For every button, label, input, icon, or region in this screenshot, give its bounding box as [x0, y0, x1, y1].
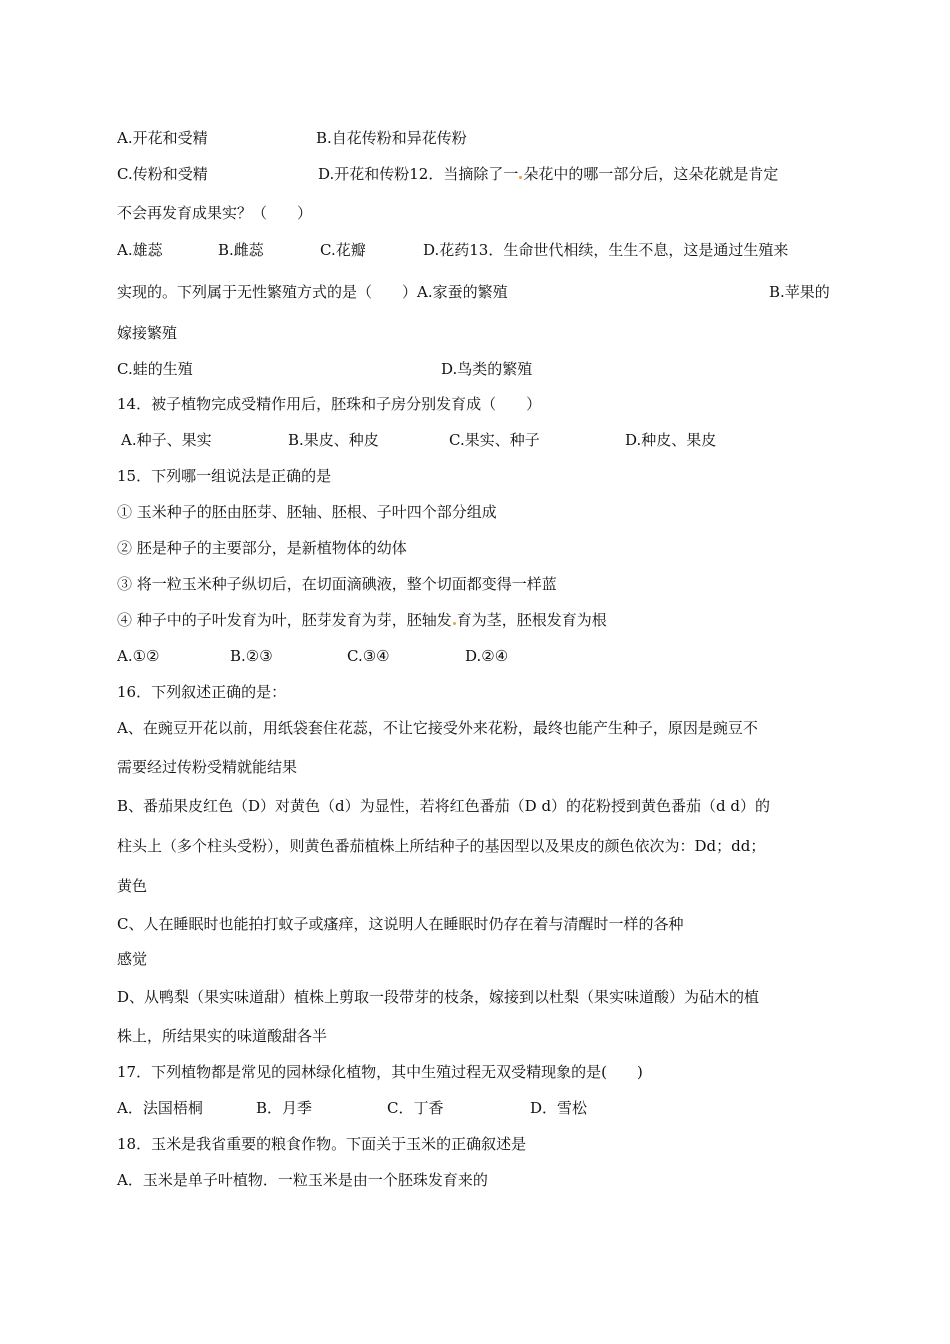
q16-option-d-line2: 株上，所结果实的味道酸甜各半	[117, 1027, 328, 1045]
q16-stem: 16．下列叙述正确的是：	[117, 683, 287, 701]
q11-option-d-and-q12-stem	[318, 164, 778, 184]
q13-option-b-continued: 嫁接繁殖	[117, 324, 178, 342]
q16-option-d-line1: D、从鸭梨（果实味道甜）植株上剪取一段带芽的枝条，嫁接到以杜梨（果实味道酸）为砧木的植	[117, 988, 760, 1006]
q12-option-c: C.花瓣	[320, 241, 366, 259]
q13-stem: 13．生命世代相续，生生不息，这是通过生殖来	[469, 241, 789, 259]
q16-option-c-line2: 感觉	[117, 950, 148, 968]
q16-option-b-line3: 黄色	[117, 877, 148, 895]
q15-option-b: B.②③	[230, 647, 273, 665]
q13-option-c: C.蛙的生殖	[117, 360, 193, 378]
q15-option-c: C.③④	[347, 647, 390, 665]
q13-option-d: D.鸟类的繁殖	[441, 360, 533, 378]
q12-option-d: D.花药	[423, 241, 470, 259]
q17-stem: 17．下列植物都是常见的园林绿化植物，其中生殖过程无双受精现象的是( )	[117, 1063, 643, 1081]
q17-option-c: C．丁香	[387, 1099, 444, 1117]
q15-option-d: D.②④	[465, 647, 509, 665]
mark-dot	[453, 622, 456, 625]
q16-option-a-line2: 需要经过传粉受精就能结果	[117, 758, 298, 776]
q12-option-b: B.雌蕊	[218, 241, 264, 259]
q12-stem-part1: 12．当摘除了一	[409, 165, 519, 183]
q15-statement-4-part2: 育为茎，胚根发育为根	[456, 611, 607, 629]
q18-stem: 18．玉米是我省重要的粮食作物。下面关于玉米的正确叙述是	[117, 1135, 527, 1153]
q17-option-a: A．法国梧桐	[117, 1099, 203, 1117]
mark-dot	[519, 176, 522, 179]
q11-option-c: C.传粉和受精	[117, 165, 208, 183]
q16-option-b-line1: B、番茄果皮红色（D）对黄色（d）为显性，若将红色番茄（D d）的花粉授到黄色番茄（d d）的	[117, 797, 771, 815]
q16-option-b-line2: 柱头上（多个柱头受粉），则黄色番茄植株上所结种子的基因型以及果皮的颜色依次为：Dd；dd；	[117, 837, 766, 855]
q14-option-a: A.种子、果实	[121, 431, 212, 449]
q12-option-d-and-q13-stem	[423, 240, 788, 260]
q15-statement-3: ③ 将一粒玉米种子纵切后，在切面滴碘液，整个切面都变得一样蓝	[117, 575, 557, 593]
q17-option-b: B．月季	[256, 1099, 313, 1117]
q15-statement-2: ② 胚是种子的主要部分，是新植物体的幼体	[117, 539, 407, 557]
q15-stem: 15．下列哪一组说法是正确的是	[117, 467, 332, 485]
q13-option-b: B.苹果的	[769, 283, 830, 301]
q16-option-c-line1: C、人在睡眠时也能拍打蚊子或瘙痒，这说明人在睡眠时仍存在着与清醒时一样的各种	[117, 915, 684, 933]
q11-option-b: B.自花传粉和异花传粉	[316, 129, 467, 147]
q11-option-a: A.开花和受精	[117, 129, 208, 147]
q13-stem-continued: 实现的。下列属于无性繁殖方式的是（ ）A.家蚕的繁殖	[117, 283, 508, 301]
q14-option-b: B.果皮、种皮	[288, 431, 379, 449]
q15-statement-4	[117, 610, 607, 630]
q18-option-a: A．玉米是单子叶植物．一粒玉米是由一个胚珠发育来的	[117, 1171, 488, 1189]
q12-stem-continued: 不会再发育成果实？（ ）	[117, 204, 313, 222]
q14-stem: 14．被子植物完成受精作用后，胚珠和子房分别发育成（ ）	[117, 395, 542, 413]
q15-option-a: A.①②	[117, 647, 160, 665]
q12-stem-part2: 朵花中的哪一部分后，这朵花就是肯定	[523, 165, 779, 183]
q11-option-d: D.开花和传粉	[318, 165, 410, 183]
q12-option-a: A.雄蕊	[117, 241, 163, 259]
q16-option-a-line1: A、在豌豆开花以前，用纸袋套住花蕊，不让它接受外来花粉，最终也能产生种子，原因是豌豆不	[117, 719, 758, 737]
q17-option-d: D．雪松	[530, 1099, 588, 1117]
q14-option-c: C.果实、种子	[449, 431, 540, 449]
q14-option-d: D.种皮、果皮	[625, 431, 717, 449]
q15-statement-1: ① 玉米种子的胚由胚芽、胚轴、胚根、子叶四个部分组成	[117, 503, 497, 521]
q15-statement-4-part1: ④ 种子中的子叶发育为叶，胚芽发育为芽，胚轴发	[117, 611, 452, 629]
